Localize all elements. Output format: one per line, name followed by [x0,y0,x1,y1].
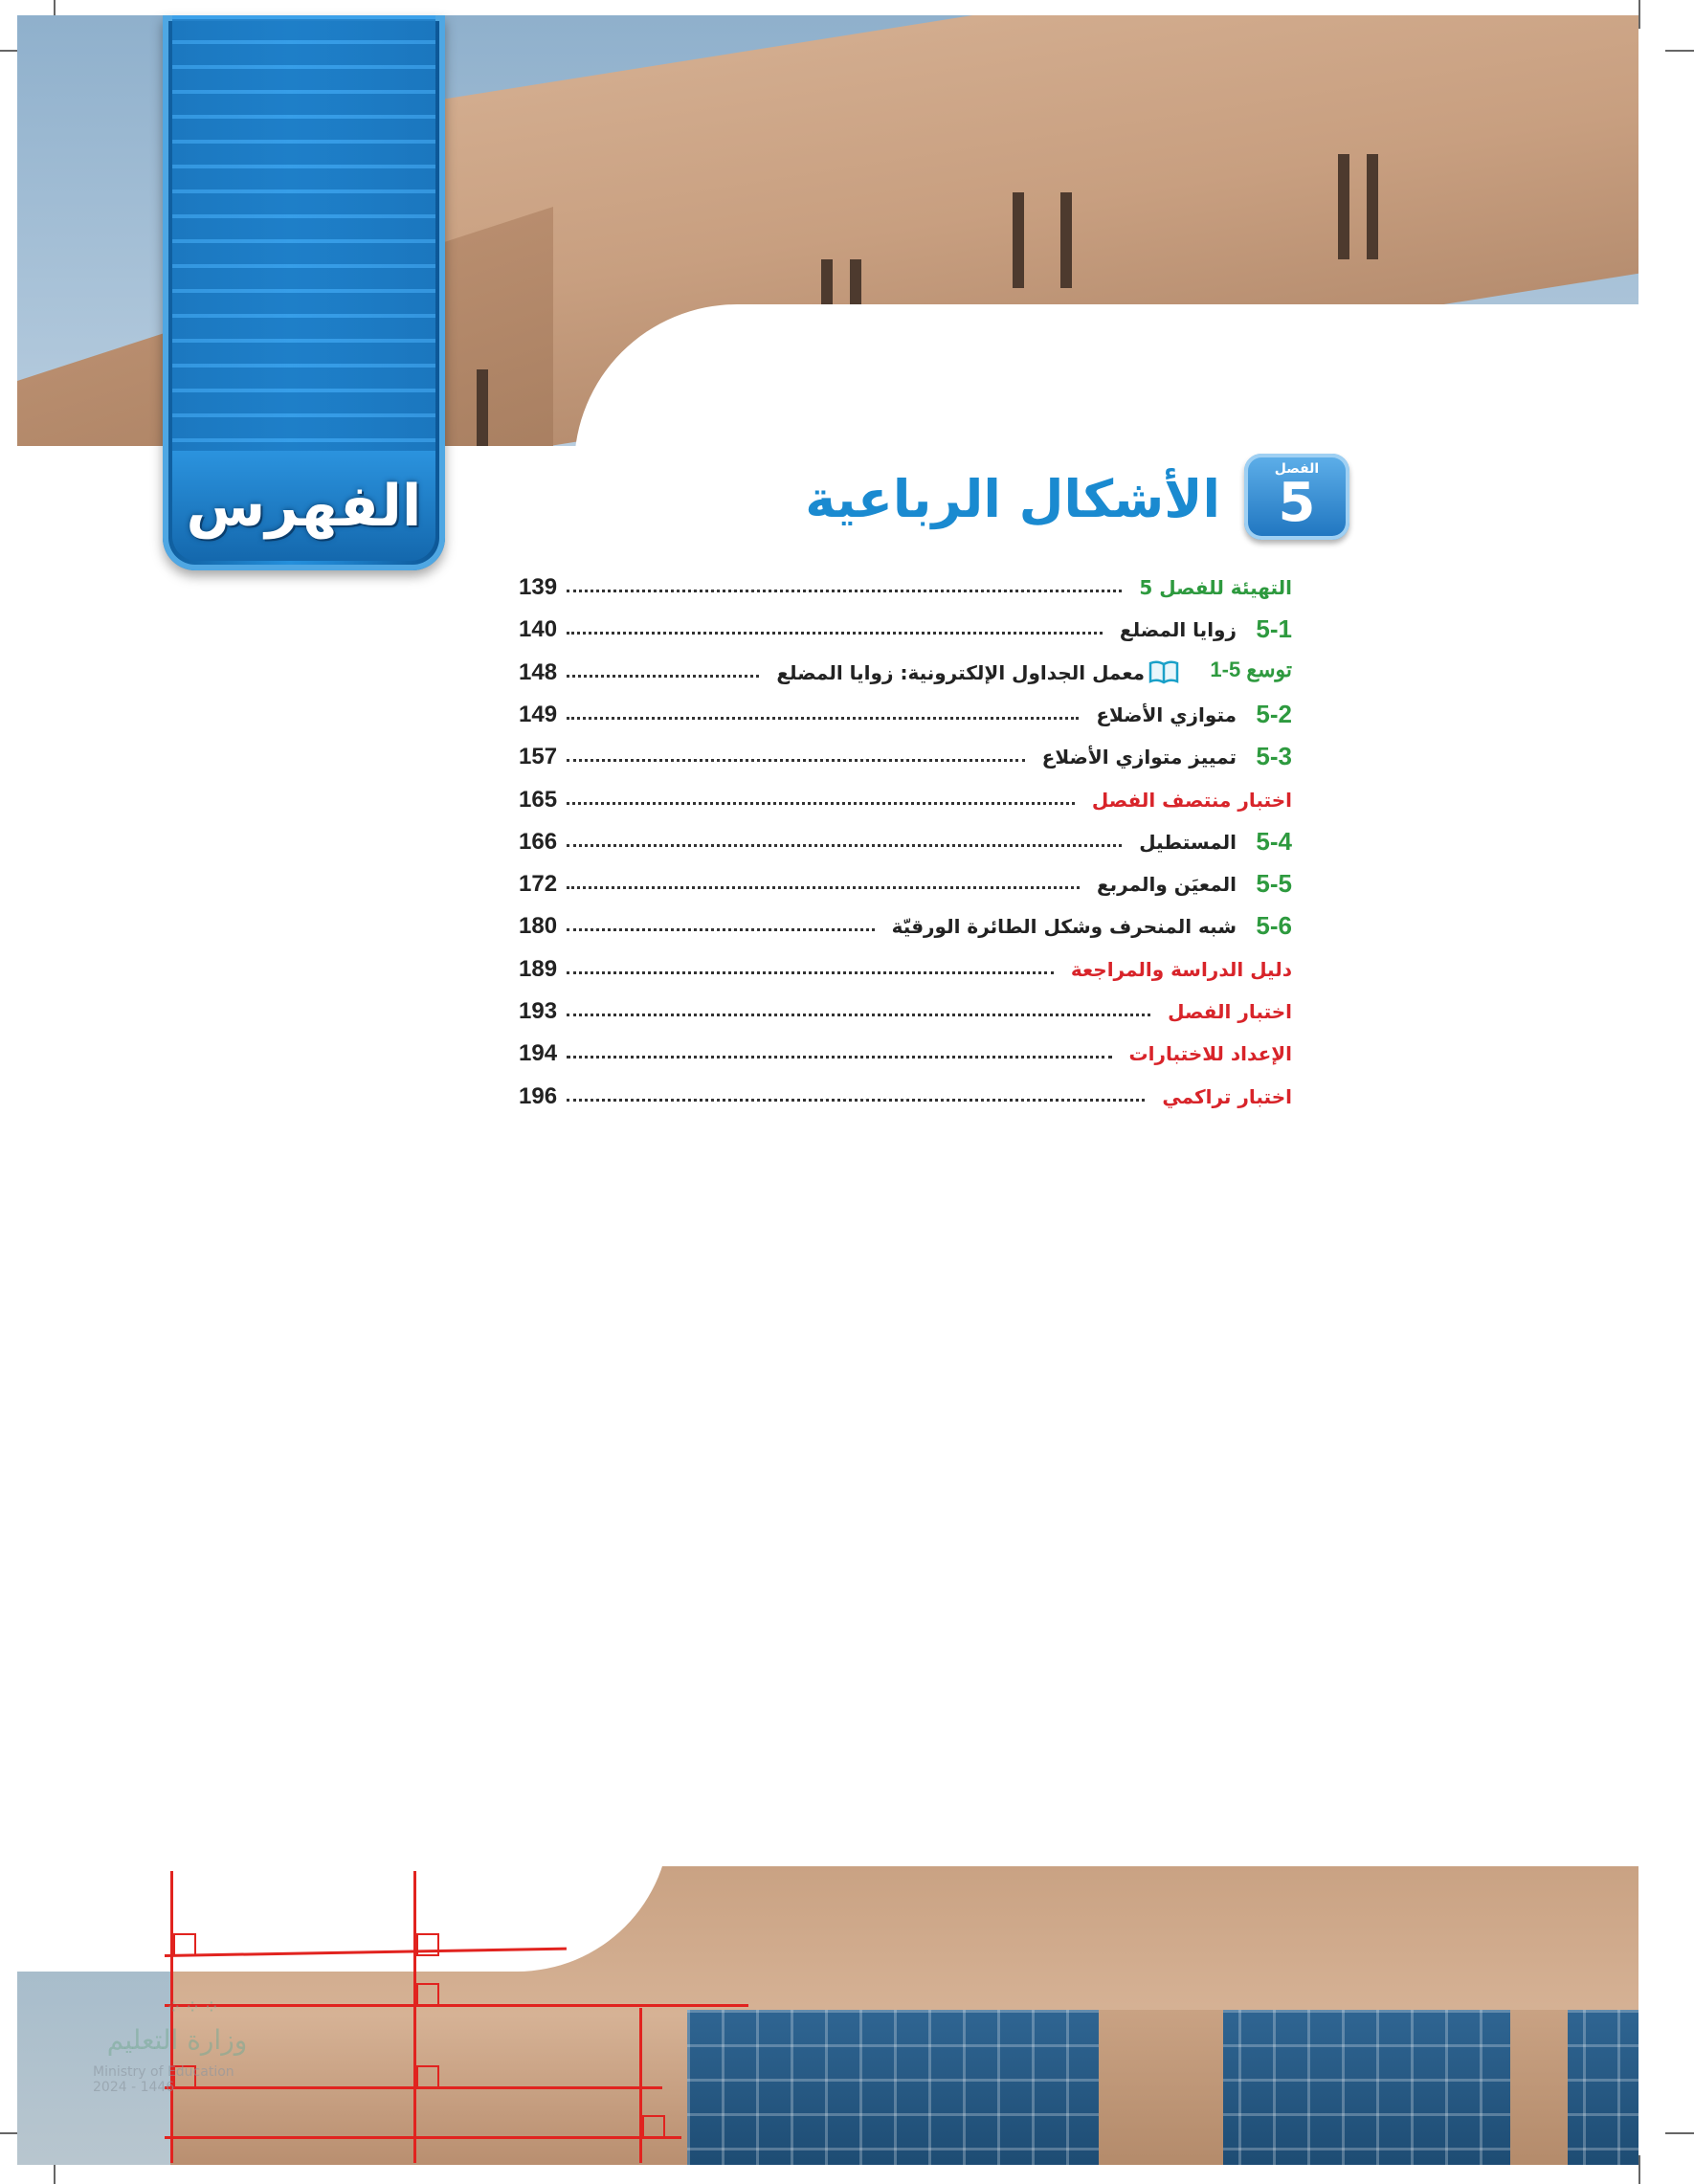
toc-leader-dots [567,632,1103,635]
toc-page-number: 149 [519,701,558,727]
right-angle-mark [416,1933,439,1956]
toc-lesson-number: 5-3 [1256,742,1292,771]
footer-curve [0,1771,670,1972]
toc-title: اختبار منتصف الفصل [1091,788,1292,812]
toc-row[interactable] [507,825,1292,867]
book-icon [1148,659,1179,684]
toc-title: المستطيل [1139,830,1237,854]
toc-leader-dots [567,928,875,931]
building-window [1367,154,1378,259]
building-window [477,369,488,446]
toc-lesson-number: 5-6 [1256,911,1292,941]
toc-lesson-number: 5-4 [1256,826,1292,856]
toc-title: متوازي الأضلاع [1096,702,1237,726]
facade-pillar [1510,2010,1568,2165]
toc-title: زوايا المضلع [1119,618,1237,642]
toc-page-number: 140 [519,616,558,643]
crop-mark [1665,2132,1694,2134]
toc-page-number: 139 [519,574,558,600]
toc-row[interactable] [507,1080,1292,1122]
toc-lesson-number: توسع 5-1 [1210,657,1292,681]
toc-title: المعيَن والمربع [1096,873,1237,897]
toc-page-number: 196 [519,1082,558,1109]
toc-page-number: 172 [519,871,558,898]
toc-row[interactable] [507,698,1292,740]
toc-title: اختبار تراكمي [1162,1084,1292,1108]
index-tab [163,15,445,570]
chapter-badge [1244,454,1349,540]
toc-title: اختبار الفصل [1168,1000,1292,1023]
toc-row[interactable] [507,1036,1292,1079]
ministry-name: وزارة التعليم [106,2024,248,2056]
toc-title: معمل الجداول الإلكترونية: زوايا المضلع [776,660,1145,684]
toc-row[interactable] [507,867,1292,909]
toc-leader-dots [567,971,1054,974]
toc-leader-dots [567,1056,1112,1059]
toc-leader-dots [567,717,1079,720]
ministry-watermark [91,1995,263,2120]
toc-row[interactable] [507,656,1292,698]
toc-leader-dots [567,1014,1150,1016]
toc-lesson-number: 5-2 [1256,699,1292,728]
header-curve [574,304,1694,591]
chapter-label: الفصل [1274,461,1320,477]
building-window [1013,192,1024,288]
toc-page-number: 165 [519,786,558,813]
toc-leader-dots [567,1099,1145,1102]
tab-stripes [172,15,435,456]
toc-page-number: 194 [519,1040,558,1067]
building-window [850,259,861,307]
toc-row[interactable] [507,740,1292,782]
toc-leader-dots [567,590,1122,592]
building-window [1338,154,1349,259]
toc-page-number: 157 [519,744,558,770]
toc-row[interactable] [507,909,1292,951]
toc-page-number: 180 [519,913,558,940]
crop-mark [1665,50,1694,52]
toc-page-number: 166 [519,828,558,855]
toc-page-number: 193 [519,998,558,1024]
toc-leader-dots [567,844,1122,847]
measure-line [639,2008,642,2163]
measure-line [413,1871,416,2163]
toc-page-number: 148 [519,658,558,685]
building-window [821,259,833,307]
toc-leader-dots [567,759,1025,762]
right-angle-mark [642,2115,665,2138]
toc-title: التهيئة للفصل 5 [1139,576,1292,599]
right-angle-mark [416,2065,439,2088]
ministry-subtitle: Ministry of Education 2024 - 1446 [93,2064,234,2095]
crop-mark [1638,2155,1640,2184]
toc-title: الإعداد للاختبارات [1128,1042,1292,1066]
toc-row[interactable] [507,783,1292,825]
facade-pillar [1099,2010,1223,2165]
toc-page-number: 189 [519,955,558,982]
toc-row[interactable] [507,994,1292,1036]
toc-row[interactable] [507,570,1292,613]
toc-title: دليل الدراسة والمراجعة [1070,957,1292,981]
index-title: الفهرس [186,473,422,540]
toc-row[interactable] [507,952,1292,994]
right-angle-mark [416,1983,439,2006]
toc-leader-dots [567,886,1080,889]
measure-line [165,2136,681,2139]
ministry-logo-dots: ⁘⁘⁘ [166,1995,223,2018]
building-window [1060,192,1072,288]
chapter-number: 5 [1278,472,1316,534]
toc-lesson-number: 5-1 [1256,614,1292,644]
toc-title: تمييز متوازي الأضلاع [1041,746,1237,769]
toc-leader-dots [567,675,759,678]
chapter-title: الأشكال الرباعية [805,469,1220,529]
toc-title: شبه المنحرف وشكل الطائرة الورقيّة [891,915,1237,939]
right-angle-mark [173,1933,196,1956]
toc-lesson-number: 5-5 [1256,869,1292,899]
toc-row[interactable] [507,613,1292,655]
crop-mark [1638,0,1640,29]
toc-leader-dots [567,802,1075,805]
